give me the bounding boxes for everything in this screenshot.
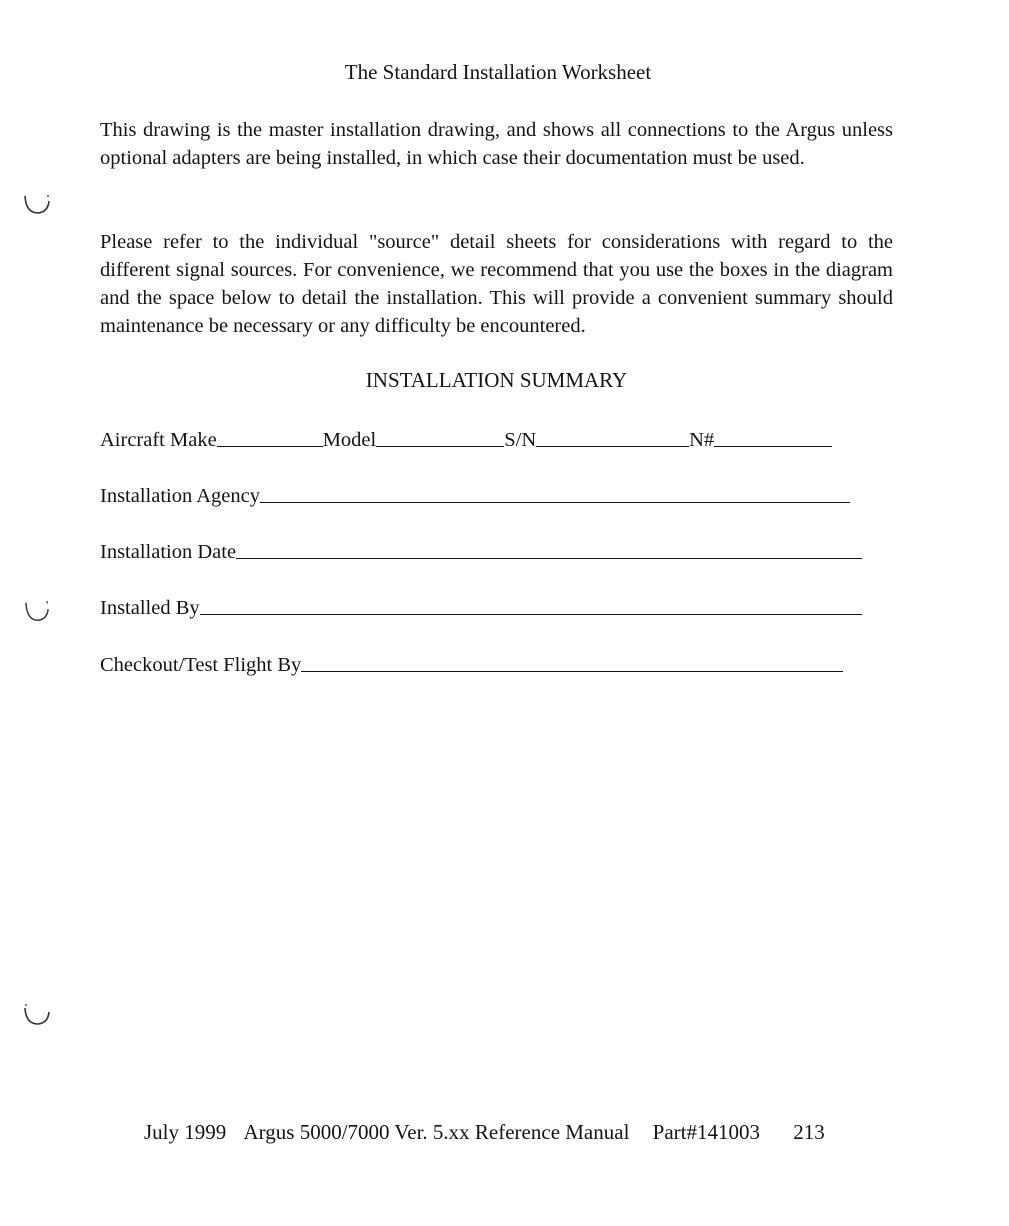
installation-date-label: Installation Date xyxy=(100,541,237,563)
installation-agency-field[interactable] xyxy=(260,482,850,503)
installation-agency-row xyxy=(100,480,850,508)
footer-product: Argus 5000/7000 Ver. 5.xx Reference Manual xyxy=(243,1120,630,1144)
checkout-test-flight-row xyxy=(100,649,843,677)
serial-number-label: S/N xyxy=(504,429,537,451)
registration-number-field[interactable] xyxy=(714,426,832,447)
model-field[interactable] xyxy=(376,426,504,447)
aircraft-make-label: Aircraft Make xyxy=(100,429,217,451)
instructions-paragraph: Please refer to the individual "source" detail sheets for considerations with regard to the different signal sources. For convenience, we recommend that you use the boxes in the diagram and the space below to detail the installation. This will provide a convenient summary should maintenance be necessary or any difficulty be encountered. xyxy=(100,231,893,337)
page-number: 213 xyxy=(793,1120,825,1144)
intro-paragraph: This drawing is the master installation drawing, and shows all connections to the Argus unless optional adapters are being installed, in which case their documentation must be used. xyxy=(100,119,893,169)
aircraft-make-field[interactable] xyxy=(217,426,323,447)
installation-date-field[interactable] xyxy=(236,538,862,559)
checkout-test-flight-label: Checkout/Test Flight By xyxy=(100,654,302,676)
footer-date: July 1999 xyxy=(144,1120,227,1144)
punch-hole-icon xyxy=(22,600,52,624)
page-footer xyxy=(144,1120,825,1145)
footer-part-number: Part#141003 xyxy=(652,1120,760,1144)
installed-by-label: Installed By xyxy=(100,597,200,619)
installed-by-row xyxy=(100,592,862,620)
punch-hole-icon xyxy=(22,193,52,217)
model-label: Model xyxy=(322,429,377,451)
registration-number-label: N# xyxy=(689,429,715,451)
serial-number-field[interactable] xyxy=(536,426,689,447)
page-title: The Standard Installation Worksheet xyxy=(344,60,652,84)
installed-by-field[interactable] xyxy=(200,594,862,615)
summary-heading: INSTALLATION SUMMARY xyxy=(365,368,628,392)
punch-hole-icon xyxy=(22,1004,52,1028)
checkout-test-flight-field[interactable] xyxy=(301,651,843,672)
installation-date-row xyxy=(100,536,862,564)
installation-agency-label: Installation Agency xyxy=(100,485,260,507)
aircraft-info-row xyxy=(100,424,832,452)
